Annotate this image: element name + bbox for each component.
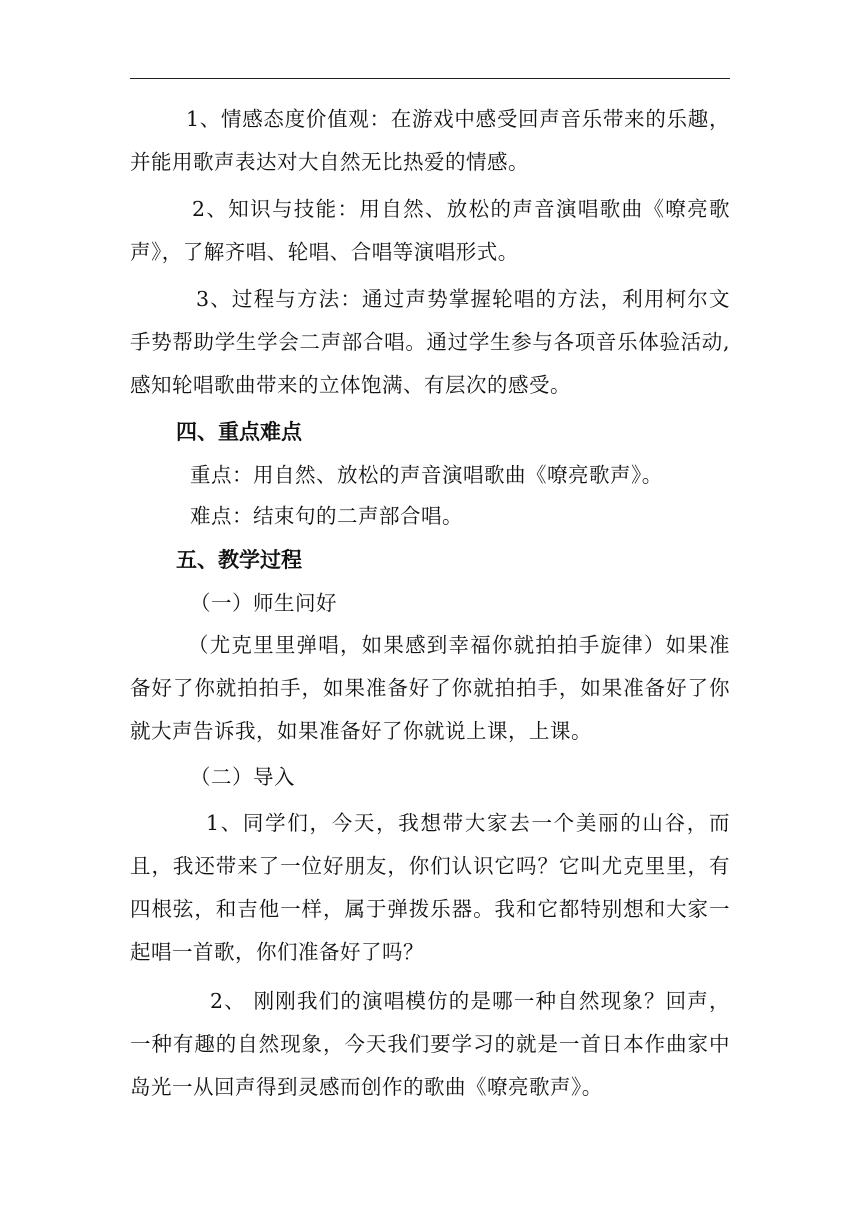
objective-emotion: 1、情感态度价值观：在游戏中感受回声音乐带来的乐趣，并能用歌声表达对大自然无比热爱的情感。 bbox=[130, 107, 730, 174]
objective-knowledge: 2、知识与技能：用自然、放松的声音演唱歌曲《嘹亮歌声》，了解齐唱、轮唱、合唱等演唱形式。 bbox=[130, 197, 730, 264]
subheading-introduction: （二）导入 bbox=[190, 765, 295, 789]
objective-process: 3、过程与方法：通过声势掌握轮唱的方法，利用柯尔文手势帮助学生学会二声部合唱。通过学生参与各项音乐体验活动,感知轮唱歌曲带来的立体饱满、有层次的感受。 bbox=[130, 287, 730, 397]
difficult-point: 难点：结束句的二声部合唱。 bbox=[190, 504, 463, 528]
greeting-text: （尤克里里弹唱，如果感到幸福你就拍拍手旋律）如果准备好了你就拍拍手，如果准备好了你就拍拍手，如果准备好了你就大声告诉我，如果准备好了你就说上课，上课。 bbox=[130, 633, 730, 743]
introduction-paragraph-2: 2、 刚刚我们的演唱模仿的是哪一种自然现象？回声，一种有趣的自然现象，今天我们要学习的就是一首日本作曲家中岛光一从回声得到灵感而创作的歌曲《嘹亮歌声》。 bbox=[130, 989, 730, 1099]
subheading-greeting: （一）师生问好 bbox=[190, 591, 337, 615]
section-heading-teaching-process: 五、教学过程 bbox=[176, 548, 302, 572]
section-heading-key-points: 四、重点难点 bbox=[176, 420, 302, 444]
document-body bbox=[130, 96, 730, 1109]
key-point: 重点：用自然、放松的声音演唱歌曲《嘹亮歌声》。 bbox=[190, 463, 663, 487]
introduction-paragraph-1: 1、同学们，今天，我想带大家去一个美丽的山谷，而且，我还带来了一位好朋友，你们认识它吗？它叫尤克里里，有四根弦，和吉他一样，属于弹拨乐器。我和它都特别想和大家一起唱一首歌，你们准备好了吗？ bbox=[130, 811, 730, 964]
header-rule bbox=[130, 78, 730, 79]
